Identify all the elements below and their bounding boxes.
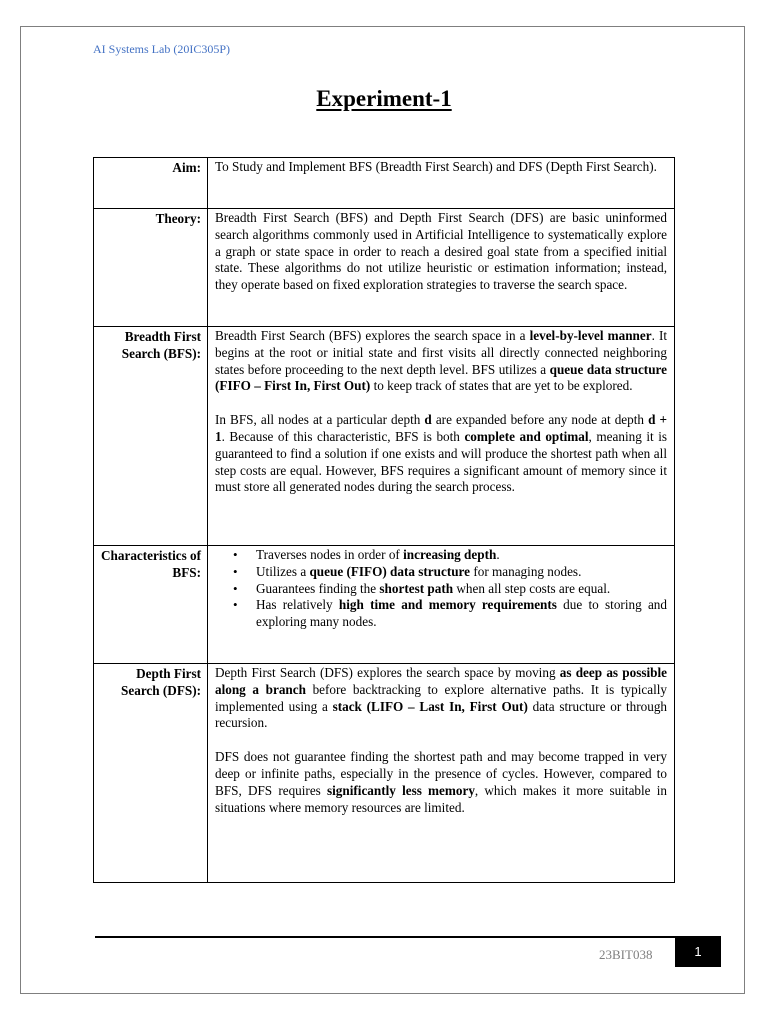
body-paragraph (215, 665, 667, 732)
text-run: Depth First Search (DFS) explores the search space by moving (215, 665, 560, 680)
bold-text: significantly less memory (327, 782, 475, 798)
list-item (256, 597, 667, 631)
row-label-bfs: Breadth First Search (BFS): (94, 327, 208, 546)
text-run: , which makes it more suitable in situations where memory resources are limited. (215, 782, 667, 815)
list-item (256, 564, 667, 581)
bold-text: increasing depth (403, 547, 497, 562)
table-row-theory (94, 209, 675, 327)
list-item (256, 547, 667, 564)
text-run: Traverses nodes in order of (256, 547, 404, 562)
body-paragraph (215, 159, 667, 176)
row-body-aim (208, 158, 675, 209)
characteristics-list (215, 547, 667, 631)
row-body-characteristics (208, 546, 675, 664)
row-body-bfs (208, 327, 675, 546)
bold-text: level-by-level manner (529, 328, 652, 343)
bold-text: stack (LIFO – Last In, First Out) (332, 698, 528, 714)
table-row-characteristics (94, 546, 675, 664)
row-label-characteristics: Characteristics of BFS: (94, 546, 208, 664)
bold-text: as deep as possible along a branch (215, 665, 667, 697)
text-run: . Because of this characteristic, BFS is both (221, 428, 465, 444)
text-run: . It begins at the root or initial state and first visits all directly connected neighboring states before proceeding to the next depth level. BFS utilizes a (215, 328, 668, 377)
row-label-dfs: Depth First Search (DFS): (94, 664, 208, 883)
body-paragraph (215, 210, 667, 294)
text-run: Breadth First Search (BFS) explores the search space in a (215, 328, 530, 343)
bold-text: queue data structure (FIFO – First In, First Out) (215, 361, 667, 394)
text-run: to keep track of states that are yet to be explored. (370, 378, 633, 394)
text-run: data structure or through recursion. (215, 698, 668, 731)
footer-divider (95, 936, 675, 938)
row-body-theory (208, 209, 675, 327)
text-run: for managing nodes. (470, 563, 582, 579)
row-label-aim: Aim: (94, 158, 208, 209)
bold-text: d + 1 (215, 412, 668, 444)
list-item (256, 581, 667, 598)
bold-text: d (424, 412, 432, 428)
text-run: Breadth First Search (BFS) and Depth First Search (DFS) are basic uninformed search algorithms commonly used in Artificial Intelligence to systematically explore a graph or state space in order to reach a desired goal state from a specified initial state. These algorithms do not utilize heuristic or estimation information; instead, they operate based on fixed exploration strategies to traverse the search space. (215, 210, 667, 293)
text-run: DFS does not guarantee finding the shortest path and may become trapped in very deep or infinite paths, especially in the presence of cycles. However, compared to BFS, DFS requires (215, 749, 667, 798)
bold-text: high time and memory requirements (338, 597, 557, 613)
text-run: . (496, 547, 500, 562)
row-body-dfs (208, 664, 675, 883)
text-run: Has relatively (256, 597, 339, 613)
bold-text: complete and optimal (464, 428, 589, 444)
body-paragraph (215, 412, 667, 496)
table-row-aim (94, 158, 675, 209)
text-run: Guarantees finding the (256, 580, 380, 596)
text-run: In BFS, all nodes at a particular depth (215, 412, 425, 428)
page-title: Experiment-1 (316, 86, 452, 111)
text-run: To Study and Implement BFS (Breadth First Search) and DFS (Depth First Search). (215, 159, 657, 174)
lab-header: AI Systems Lab (20IC305P) (93, 42, 230, 56)
footer-student-id: 23BIT038 (599, 947, 653, 962)
text-run: when all step costs are equal. (453, 580, 611, 596)
content-table (93, 157, 675, 883)
text-run: Utilizes a (256, 563, 310, 579)
text-run: before backtracking to explore alternative paths. It is typically implemented using a (215, 681, 667, 714)
bold-text: shortest path (379, 580, 454, 596)
table-row-bfs (94, 327, 675, 546)
text-run: are expanded before any node at depth (431, 412, 649, 428)
table-row-dfs (94, 664, 675, 883)
page-number: 1 (675, 936, 721, 967)
row-label-theory: Theory: (94, 209, 208, 327)
text-run: due to storing and exploring many nodes. (256, 597, 667, 630)
bold-text: queue (FIFO) data structure (309, 563, 471, 579)
body-paragraph (215, 749, 667, 816)
text-run: , meaning it is guaranteed to find a solution if one exists and will produce the shortest path when all step costs are equal. However, BFS requires a significant amount of memory since it must store all generated nodes during the search process. (215, 428, 667, 495)
body-paragraph (215, 328, 667, 395)
